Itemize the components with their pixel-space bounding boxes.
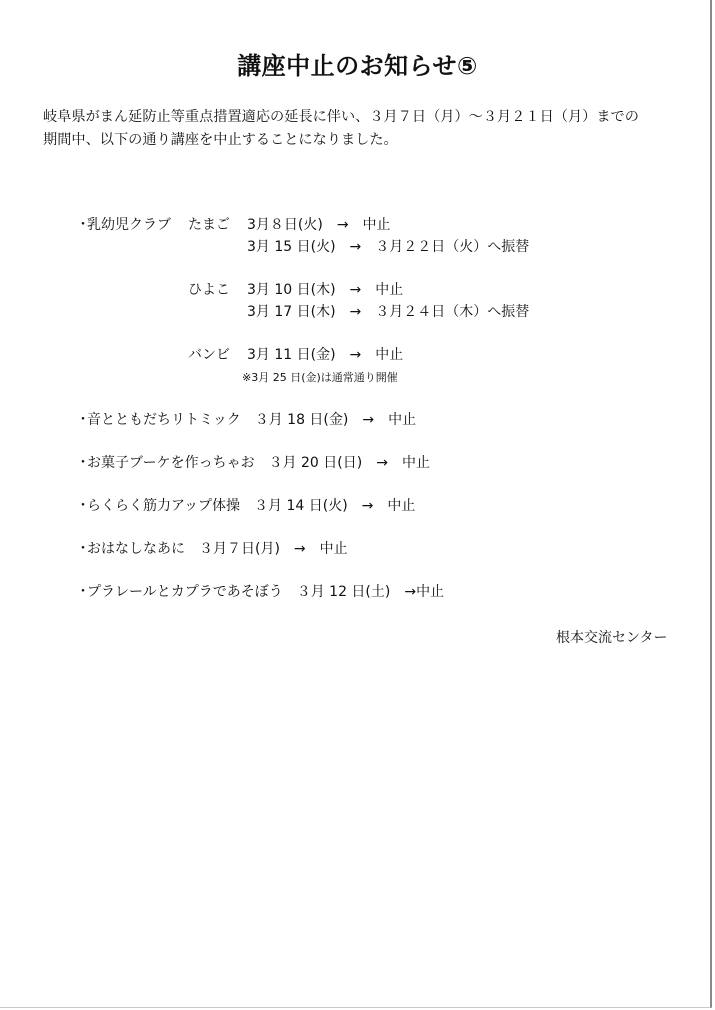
bullet: ・ bbox=[76, 412, 90, 428]
course-name: 乳幼児クラブ bbox=[87, 217, 171, 233]
course-line: おはなしなあに ３月７日(月) → 中止 bbox=[87, 541, 348, 557]
bullet: ・ bbox=[76, 498, 90, 514]
bullet: ・ bbox=[76, 584, 90, 600]
page-title: 講座中止のお知らせ⑤ bbox=[237, 52, 478, 80]
course-line: お菓子ブーケを作っちゃお ３月 20 日(日) → 中止 bbox=[87, 455, 430, 471]
intro-paragraph bbox=[43, 106, 683, 152]
schedule-line: 3月 15 日(火) → ３月２２日（火）へ振替 bbox=[247, 239, 530, 255]
course-line: らくらく筋力アップ体操 ３月 14 日(火) → 中止 bbox=[87, 498, 416, 514]
course-line: プラレールとカプラであそぼう ３月 12 日(土) →中止 bbox=[87, 584, 445, 600]
bullet: ・ bbox=[76, 217, 90, 233]
schedule-line: 3月 11 日(金) → 中止 bbox=[247, 347, 404, 363]
schedule-line: 3月 17 日(木) → ３月２４日（木）へ振替 bbox=[247, 304, 530, 320]
organization-name: 根本交流センター bbox=[556, 630, 668, 646]
course-line: 音とともだちリトミック ３月 18 日(金) → 中止 bbox=[87, 412, 417, 428]
group-label-tamago: たまご bbox=[188, 217, 230, 233]
schedule-line: 3月８日(火) → 中止 bbox=[247, 217, 391, 233]
schedule-note: ※3月 25 日(金)は通常通り開催 bbox=[242, 371, 398, 384]
intro-line-1: 岐阜県がまん延防止等重点措置適応の延長に伴い、３月７日（月）〜３月２１日（月）までの bbox=[43, 109, 639, 125]
bullet: ・ bbox=[76, 541, 90, 557]
group-label-bambi: バンビ bbox=[188, 347, 230, 363]
group-label-hiyoko: ひよこ bbox=[188, 282, 230, 298]
schedule-line: 3月 10 日(木) → 中止 bbox=[247, 282, 404, 298]
bullet: ・ bbox=[76, 455, 90, 471]
intro-line-2: 期間中、以下の通り講座を中止することになりました。 bbox=[43, 132, 398, 148]
